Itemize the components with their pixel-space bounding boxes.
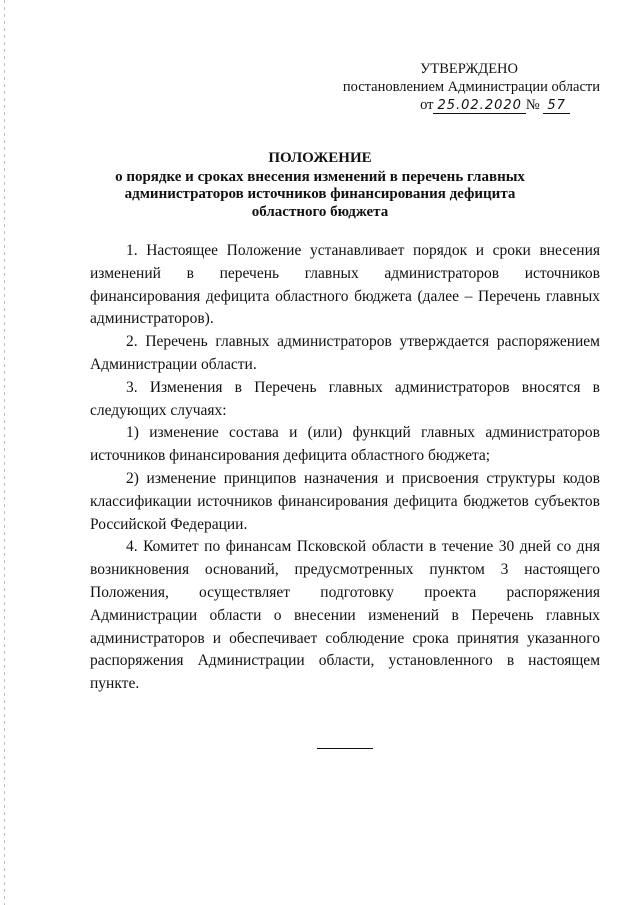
title-heading: ПОЛОЖЕНИЕ [268,150,372,166]
paragraph: 1) изменение состава и (или) функций главных администраторов источников финансирования дефицита областного бюджета; [90,424,600,465]
paragraph: 2. Перечень главных администраторов утверждается распоряжением Администрации области. [90,333,600,373]
scan-edge [4,0,5,905]
handwritten-date: 25.02.2020 [433,98,525,114]
paragraph: 1. Настоящее Положение устанавливает порядок и сроки внесения изменений в перечень главных администраторов источников финансирования дефицита областного бюджета (далее – Перечень главных администраторов). [90,242,600,328]
approval-date-line [330,96,600,115]
title-subtitle: о порядке и сроках внесения изменений в перечень главных администраторов источников финансирования дефицита областного бюджета [115,168,525,220]
approval-decree-line: постановлением Администрации области [342,79,600,95]
paragraph: 4. Комитет по финансам Псковской области в течение 30 дней со дня возникновения оснований, предусмотренных пунктом 3 настоящего Положения, осуществляет подготовку проекта распоряжения Администрации области о внесении изменений в Перечень главных администраторов и обеспечивает соблюдение срока принятия указанного распоряжения Администрации области, установленного в настоящем пункте. [90,538,600,693]
document-body [90,240,600,696]
document-title [0,150,640,221]
date-prefix: от [420,97,434,113]
handwritten-number: 57 [543,98,570,114]
approval-stamp [330,60,600,115]
number-prefix: № [525,97,540,113]
approval-heading: УТВЕРЖДЕНО [420,61,518,77]
paragraph: 2) изменение принципов назначения и присвоения структуры кодов классификации источников финансирования дефицита бюджетов субъектов Российской Федерации. [90,469,600,533]
paragraph: 3. Изменения в Перечень главных администраторов вносятся в следующих случаях: [90,378,600,419]
end-separator-line [317,748,373,749]
